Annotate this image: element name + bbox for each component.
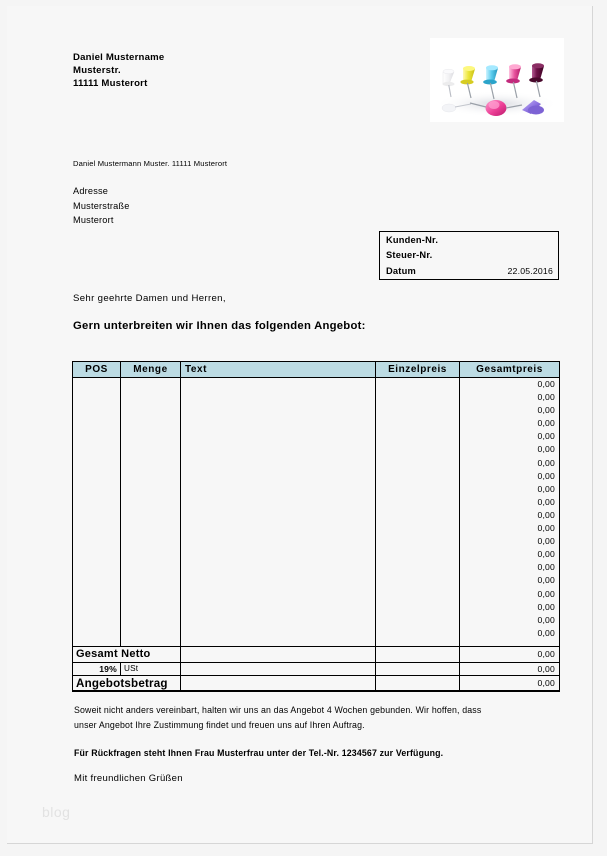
column-header-pos: POS <box>73 362 121 377</box>
body-column-text[interactable] <box>181 378 376 646</box>
body-amount-line[interactable]: 0,00 <box>537 418 555 429</box>
gesamt-netto-label: Gesamt Netto <box>73 647 181 662</box>
ust-text-cell <box>181 663 376 675</box>
kunden-nr-label: Kunden-Nr. <box>386 234 439 245</box>
body-amount-line[interactable]: 0,00 <box>537 509 555 520</box>
contact-paragraph: Für Rückfragen steht Ihnen Frau Musterfrau unter der Tel.-Nr. 1234567 zur Verfügung. <box>74 748 444 758</box>
gesamt-netto-text-cell <box>181 647 376 662</box>
ust-label: USt <box>121 663 181 675</box>
info-row-kunden-nr <box>380 232 558 248</box>
table-body <box>73 378 559 647</box>
angebotsbetrag-amount: 0,00 <box>537 678 555 688</box>
recipient-line-1: Adresse <box>73 186 109 196</box>
sender-line-city: 11111 Musterort <box>73 78 148 90</box>
body-amount-line[interactable]: 0,00 <box>537 549 555 560</box>
gesamt-netto-einzelpreis-cell <box>376 647 460 662</box>
table-row-gesamt-netto <box>73 647 559 663</box>
recipient-address-block <box>73 184 130 228</box>
recipient-line-3: Musterort <box>73 215 114 226</box>
closing-text-block <box>74 703 552 784</box>
datum-value[interactable]: 22.05.2016 <box>507 265 553 276</box>
column-header-menge: Menge <box>121 362 181 377</box>
body-amount-line[interactable]: 0,00 <box>537 457 555 468</box>
column-header-text: Text <box>181 362 376 377</box>
body-amount-line[interactable]: 0,00 <box>537 379 555 389</box>
body-amount-line[interactable]: 0,00 <box>537 496 555 507</box>
body-amount-line[interactable]: 0,00 <box>537 523 555 534</box>
terms-paragraph-line-2: unser Angebot Ihre Zustimmung findet und freuen uns auf Ihren Auftrag. <box>74 720 365 730</box>
angebotsbetrag-einzelpreis-cell <box>376 676 460 690</box>
angebotsbetrag-label: Angebotsbetrag <box>73 676 181 690</box>
table-header-row <box>73 362 559 378</box>
steuer-nr-label: Steuer-Nr. <box>386 250 433 261</box>
document-sheet <box>7 6 593 844</box>
body-amount-line[interactable]: 0,00 <box>537 575 555 586</box>
recipient-line-2: Musterstraße <box>73 200 130 211</box>
angebotsbetrag-text-cell <box>181 676 376 690</box>
body-amount-line[interactable]: 0,00 <box>537 392 555 403</box>
customer-info-box <box>379 231 559 280</box>
datum-label: Datum <box>386 265 416 276</box>
body-amount-line[interactable]: 0,00 <box>537 536 555 547</box>
body-amount-line[interactable]: 0,00 <box>537 601 555 612</box>
body-amount-line[interactable]: 0,00 <box>537 431 555 442</box>
ust-einzelpreis-cell <box>376 663 460 675</box>
pushpins-photo <box>430 38 564 122</box>
column-header-gesamtpreis: Gesamtpreis <box>476 364 543 375</box>
info-row-datum <box>380 263 558 279</box>
intro-heading: Gern unterbreiten wir Ihnen das folgenden Angebot: <box>73 320 366 332</box>
body-amount-line[interactable]: 0,00 <box>537 614 555 625</box>
table-row-ust <box>73 663 559 676</box>
terms-paragraph-line-1: Soweit nicht anders vereinbart, halten wir uns an das Angebot 4 Wochen gebunden. Wir hoffen, dass <box>74 705 482 715</box>
body-amount-line[interactable]: 0,00 <box>537 627 555 638</box>
sender-line-name: Daniel Mustername <box>73 52 165 63</box>
gesamt-netto-amount: 0,00 <box>537 649 555 659</box>
closing-spacer-1 <box>74 733 552 746</box>
signoff-text: Mit freundlichen Grüßen <box>74 773 183 784</box>
ust-rate: 19% <box>73 663 121 675</box>
info-row-steuer-nr <box>380 248 558 264</box>
sender-address-block <box>73 51 164 91</box>
body-column-gesamtpreis[interactable] <box>460 378 559 646</box>
blog-watermark: blog <box>42 804 71 820</box>
offer-items-table <box>72 361 560 692</box>
body-amount-line[interactable]: 0,00 <box>537 405 555 416</box>
table-row-angebotsbetrag <box>73 676 559 692</box>
closing-spacer-2 <box>74 761 552 773</box>
body-column-pos[interactable] <box>73 378 121 646</box>
body-amount-line[interactable]: 0,00 <box>537 444 555 455</box>
sender-line-street: Musterstr. <box>73 65 121 77</box>
body-amount-line[interactable]: 0,00 <box>537 588 555 599</box>
ust-amount: 0,00 <box>537 664 555 674</box>
salutation-text: Sehr geehrte Damen und Herren, <box>73 293 226 304</box>
body-amount-line[interactable]: 0,00 <box>537 562 555 573</box>
body-column-einzelpreis[interactable] <box>376 378 460 646</box>
return-address-line: Daniel Mustermann Muster. 11111 Musterort <box>73 159 228 168</box>
body-amount-line[interactable]: 0,00 <box>537 483 555 494</box>
body-amount-line[interactable]: 0,00 <box>537 470 555 481</box>
body-column-menge[interactable] <box>121 378 181 646</box>
column-header-einzelpreis: Einzelpreis <box>376 362 460 377</box>
